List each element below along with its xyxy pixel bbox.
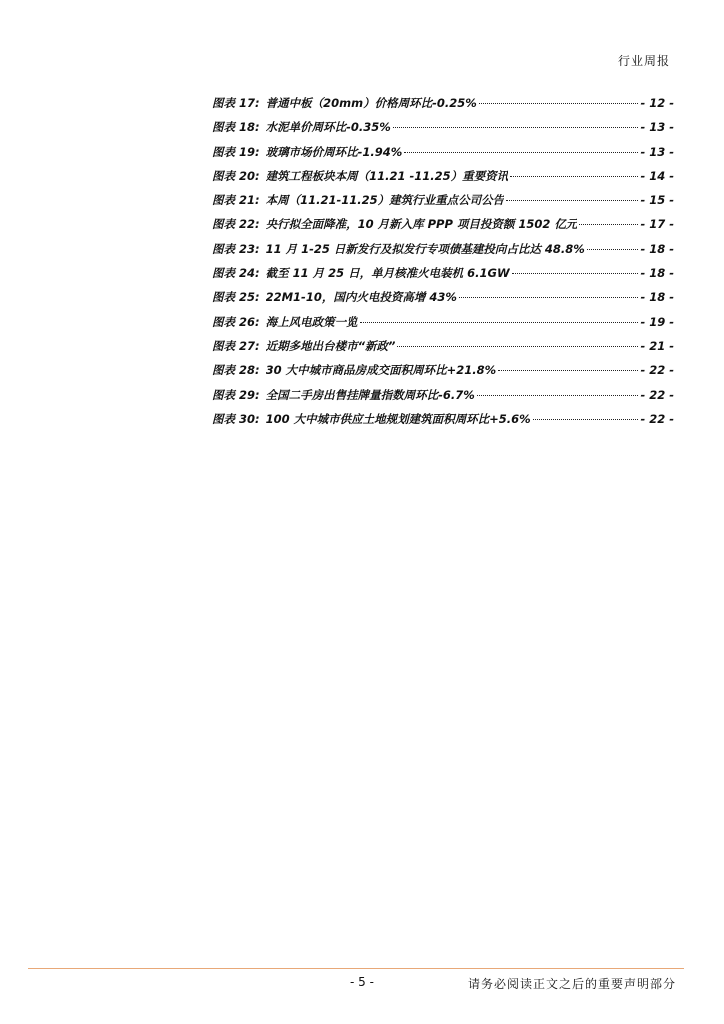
dot-leader xyxy=(498,370,638,371)
figure-page-number: - 18 - xyxy=(640,290,674,305)
dot-leader xyxy=(579,224,638,225)
figure-title: 截至 11 月 25 日，单月核准火电装机 6.1GW xyxy=(265,266,510,281)
figure-list-entry[interactable] xyxy=(212,241,674,265)
dot-leader xyxy=(404,152,638,153)
dot-leader xyxy=(477,395,639,396)
figure-title: 22M1-10，国内火电投资高增 43% xyxy=(265,290,457,305)
dot-leader xyxy=(397,346,638,347)
figure-list-entry[interactable] xyxy=(212,411,674,435)
dot-leader xyxy=(512,273,639,274)
figure-page-number: - 21 - xyxy=(640,338,674,353)
figure-label: 图表 19: xyxy=(212,144,260,159)
figure-label: 图表 26: xyxy=(212,314,260,329)
dot-leader xyxy=(587,249,639,250)
figure-label: 图表 21: xyxy=(212,193,260,208)
figure-list-entry[interactable] xyxy=(212,314,674,338)
figure-page-number: - 13 - xyxy=(640,120,674,135)
dot-leader xyxy=(506,200,638,201)
figure-page-number: - 22 - xyxy=(640,387,674,402)
figure-list-entry[interactable] xyxy=(212,192,674,216)
figure-page-number: - 22 - xyxy=(640,411,674,426)
figure-label: 图表 23: xyxy=(212,241,260,256)
dot-leader xyxy=(479,103,639,104)
figure-list-entry[interactable] xyxy=(212,216,674,240)
figure-list-entry[interactable] xyxy=(212,362,674,386)
figure-label: 图表 29: xyxy=(212,387,260,402)
figure-label: 图表 30: xyxy=(212,411,260,426)
figure-title: 海上风电政策一览 xyxy=(265,314,358,329)
dot-leader xyxy=(459,297,639,298)
figure-page-number: - 22 - xyxy=(640,363,674,378)
figure-list-entry[interactable] xyxy=(212,119,674,143)
figure-title: 本周（11.21-11.25）建筑行业重点公司公告 xyxy=(265,193,505,208)
figure-label: 图表 22: xyxy=(212,217,260,232)
figure-page-number: - 18 - xyxy=(640,241,674,256)
footer-disclaimer: 请务必阅读正文之后的重要声明部分 xyxy=(467,977,676,991)
figure-title: 玻璃市场价周环比-1.94% xyxy=(265,144,403,159)
figure-list-entry[interactable] xyxy=(212,144,674,168)
figure-label: 图表 25: xyxy=(212,290,260,305)
figure-title: 全国二手房出售挂牌量指数周环比-6.7% xyxy=(265,387,475,402)
figure-label: 图表 17: xyxy=(212,96,260,110)
figure-label: 图表 27: xyxy=(212,338,260,353)
report-type-title: 行业周报 xyxy=(617,54,670,68)
figure-list-entry[interactable] xyxy=(212,289,674,313)
figure-list-entry[interactable] xyxy=(212,387,674,411)
figure-title: 央行拟全面降准，10 月新入库 PPP 项目投资额 1502 亿元 xyxy=(265,217,578,232)
figure-title: 30 大中城市商品房成交面积周环比+21.8% xyxy=(265,363,497,378)
figure-page-number: - 14 - xyxy=(640,168,674,183)
dot-leader xyxy=(360,322,639,323)
figure-list xyxy=(212,95,674,435)
figure-title: 水泥单价周环比-0.35% xyxy=(265,120,391,135)
dot-leader xyxy=(510,176,638,177)
figure-title: 11 月 1-25 日新发行及拟发行专项债基建投向占比达 48.8% xyxy=(265,241,585,256)
figure-list-entry[interactable] xyxy=(212,168,674,192)
figure-label: 图表 18: xyxy=(212,120,260,135)
figure-page-number: - 17 - xyxy=(640,217,674,232)
figure-list-entry[interactable] xyxy=(212,265,674,289)
figure-list-entry[interactable] xyxy=(212,338,674,362)
page-number: - 5 - xyxy=(350,975,374,989)
figure-title: 近期多地出台楼市“新政” xyxy=(265,338,396,353)
figure-page-number: - 19 - xyxy=(640,314,674,329)
figure-title: 100 大中城市供应土地规划建筑面积周环比+5.6% xyxy=(265,411,531,426)
figure-title: 建筑工程板块本周（11.21 -11.25）重要资讯 xyxy=(265,168,509,183)
figure-page-number: - 13 - xyxy=(640,144,674,159)
figure-page-number: - 18 - xyxy=(640,266,674,281)
figure-title: 普通中板（20mm）价格周环比-0.25% xyxy=(265,96,477,110)
figure-page-number: - 15 - xyxy=(640,193,674,208)
figure-page-number: - 12 - xyxy=(640,96,674,110)
dot-leader xyxy=(393,127,639,128)
footer-divider xyxy=(28,968,684,969)
dot-leader xyxy=(533,419,639,420)
figure-label: 图表 24: xyxy=(212,266,260,281)
figure-label: 图表 20: xyxy=(212,168,260,183)
figure-list-entry[interactable] xyxy=(212,95,674,119)
figure-label: 图表 28: xyxy=(212,363,260,378)
